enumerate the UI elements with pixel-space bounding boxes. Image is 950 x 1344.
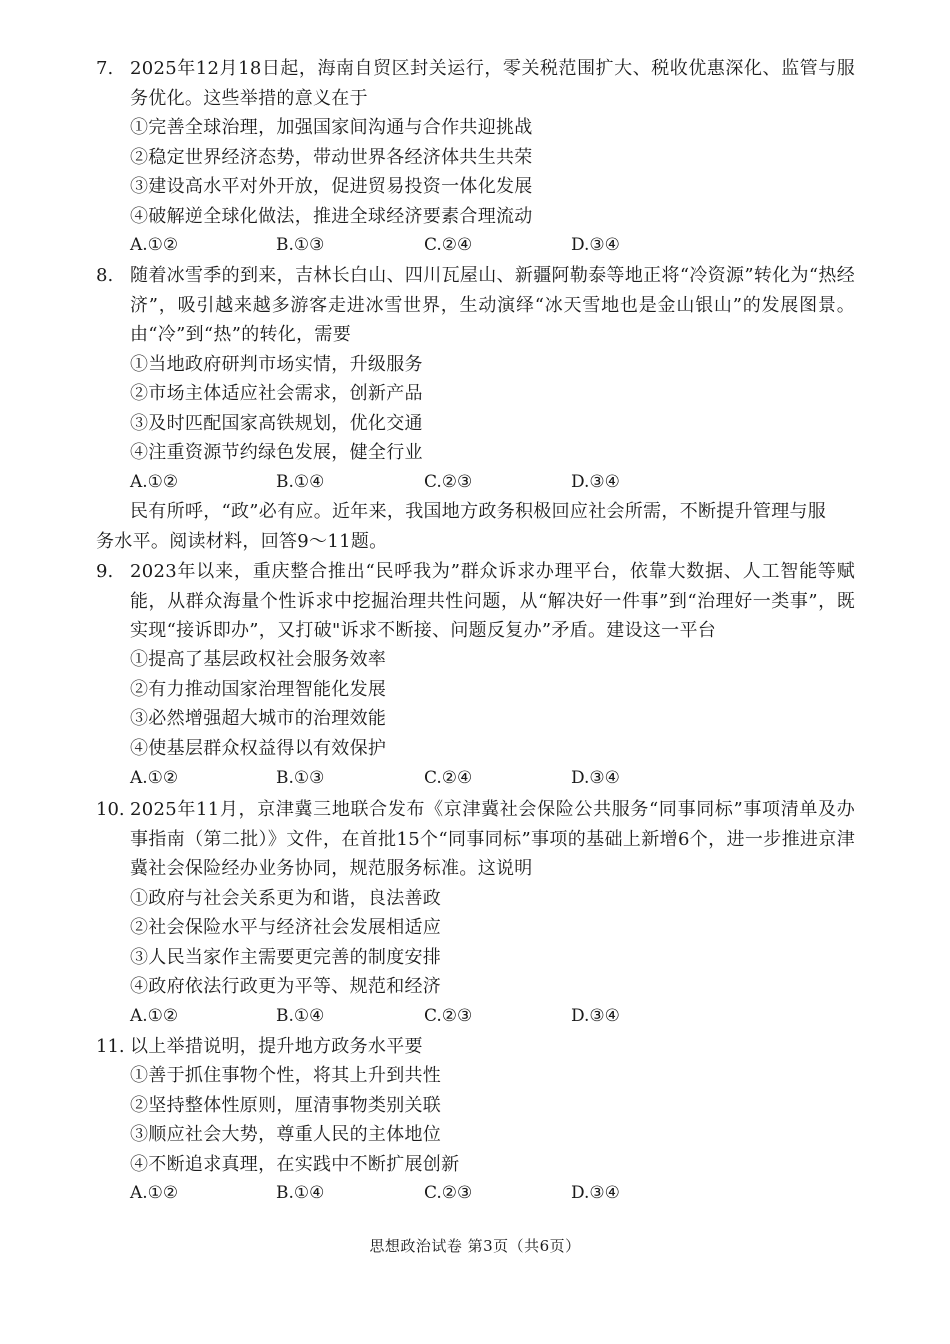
question-number: 9. xyxy=(96,561,114,582)
choice-d[interactable]: D.③④ xyxy=(571,472,620,492)
option-3: ③及时匹配国家高铁规划，优化交通 xyxy=(130,413,423,434)
question-stem: 随着冰雪季的到来，吉林长白山、四川瓦屋山、新疆阿勒泰等地正将“冷资源”转化为“热经济”，吸引越来越多游客走进冰雪世界，生动演绎“冰天雪地也是金山银山”的发展图景。由“冷”到“热”的转化，需要 xyxy=(130,265,855,346)
answer-choices xyxy=(130,468,730,498)
choice-d[interactable]: D.③④ xyxy=(571,1183,620,1203)
question-stem: 2023年以来，重庆整合推出“民呼我为”群众诉求办理平台，依靠大数据、人工智能等赋能，从群众海量个性诉求中挖掘治理共性问题，从“解决好一件事”到“治理好一类事”，既实现“接诉即办”，又打破"诉求不断接、问题反复办”矛盾。建设这一平台 xyxy=(130,561,855,642)
choice-b[interactable]: B.①④ xyxy=(276,1006,325,1026)
option-4: ④破解逆全球化做法，推进全球经济要素合理流动 xyxy=(130,206,533,227)
intro-line-1: 民有所呼，“政”必有应。近年来，我国地方政务积极回应社会所需，不断提升管理与服 xyxy=(130,501,827,522)
choice-a[interactable]: A.①② xyxy=(130,235,179,255)
option-4: ④政府依法行政更为平等、规范和经济 xyxy=(130,976,442,997)
question-number: 11. xyxy=(96,1036,125,1057)
question-stem: 2025年12月18日起，海南自贸区封关运行，零关税范围扩大、税收优惠深化、监管与服务优化。这些举措的意义在于 xyxy=(130,58,855,109)
question-stem: 以上举措说明，提升地方政务水平要 xyxy=(130,1036,423,1057)
option-2: ②市场主体适应社会需求，创新产品 xyxy=(130,383,423,404)
choice-c[interactable]: C.②③ xyxy=(424,1183,473,1203)
choice-a[interactable]: A.①② xyxy=(130,1006,179,1026)
answer-choices xyxy=(130,1002,730,1032)
option-4: ④注重资源节约绿色发展，健全行业 xyxy=(130,442,423,463)
answer-choices xyxy=(130,231,730,261)
choice-d[interactable]: D.③④ xyxy=(571,1006,620,1026)
option-1: ①当地政府研判市场实情，升级服务 xyxy=(130,354,423,375)
choice-c[interactable]: C.②④ xyxy=(424,235,473,255)
option-2: ②有力推动国家治理智能化发展 xyxy=(130,679,387,700)
option-1: ①善于抓住事物个性，将其上升到共性 xyxy=(130,1065,442,1086)
option-4: ④不断追求真理，在实践中不断扩展创新 xyxy=(130,1154,460,1175)
choice-b[interactable]: B.①④ xyxy=(276,1183,325,1203)
choice-b[interactable]: B.①③ xyxy=(276,235,325,255)
answer-choices xyxy=(130,764,730,794)
choice-a[interactable]: A.①② xyxy=(130,1183,179,1203)
question-stem: 2025年11月，京津冀三地联合发布《京津冀社会保险公共服务“同事同标”事项清单及办事指南（第二批）》文件，在首批15个“同事同标”事项的基础上新增6个，进一步推进京津冀社会保险经办业务协同，规范服务标准。这说明 xyxy=(130,799,855,880)
choice-d[interactable]: D.③④ xyxy=(571,768,620,788)
choice-c[interactable]: C.②③ xyxy=(424,1006,473,1026)
option-1: ①提高了基层政权社会服务效率 xyxy=(130,649,387,670)
option-2: ②坚持整体性原则，厘清事物类别关联 xyxy=(130,1095,442,1116)
option-2: ②社会保险水平与经济社会发展相适应 xyxy=(130,917,442,938)
choice-a[interactable]: A.①② xyxy=(130,472,179,492)
intro-line-2: 务水平。阅读材料，回答9～11题。 xyxy=(96,530,388,552)
option-2: ②稳定世界经济态势，带动世界各经济体共生共荣 xyxy=(130,147,533,168)
choice-d[interactable]: D.③④ xyxy=(571,235,620,255)
question-number: 10. xyxy=(96,799,125,820)
option-3: ③建设高水平对外开放，促进贸易投资一体化发展 xyxy=(130,176,533,197)
choice-b[interactable]: B.①③ xyxy=(276,768,325,788)
page-footer: 思想政治试卷 第3页（共6页） xyxy=(369,1237,581,1255)
choice-b[interactable]: B.①④ xyxy=(276,472,325,492)
option-3: ③顺应社会大势，尊重人民的主体地位 xyxy=(130,1124,442,1145)
choice-c[interactable]: C.②④ xyxy=(424,768,473,788)
choice-c[interactable]: C.②③ xyxy=(424,472,473,492)
reading-material-intro xyxy=(96,497,856,556)
choice-a[interactable]: A.①② xyxy=(130,768,179,788)
question-number: 7. xyxy=(96,58,114,79)
option-3: ③人民当家作主需要更完善的制度安排 xyxy=(130,947,442,968)
answer-choices xyxy=(130,1179,730,1209)
option-1: ①政府与社会关系更为和谐，良法善政 xyxy=(130,888,442,909)
option-4: ④使基层群众权益得以有效保护 xyxy=(130,738,387,759)
option-3: ③必然增强超大城市的治理效能 xyxy=(130,708,387,729)
option-1: ①完善全球治理，加强国家间沟通与合作共迎挑战 xyxy=(130,117,533,138)
question-number: 8. xyxy=(96,265,114,286)
